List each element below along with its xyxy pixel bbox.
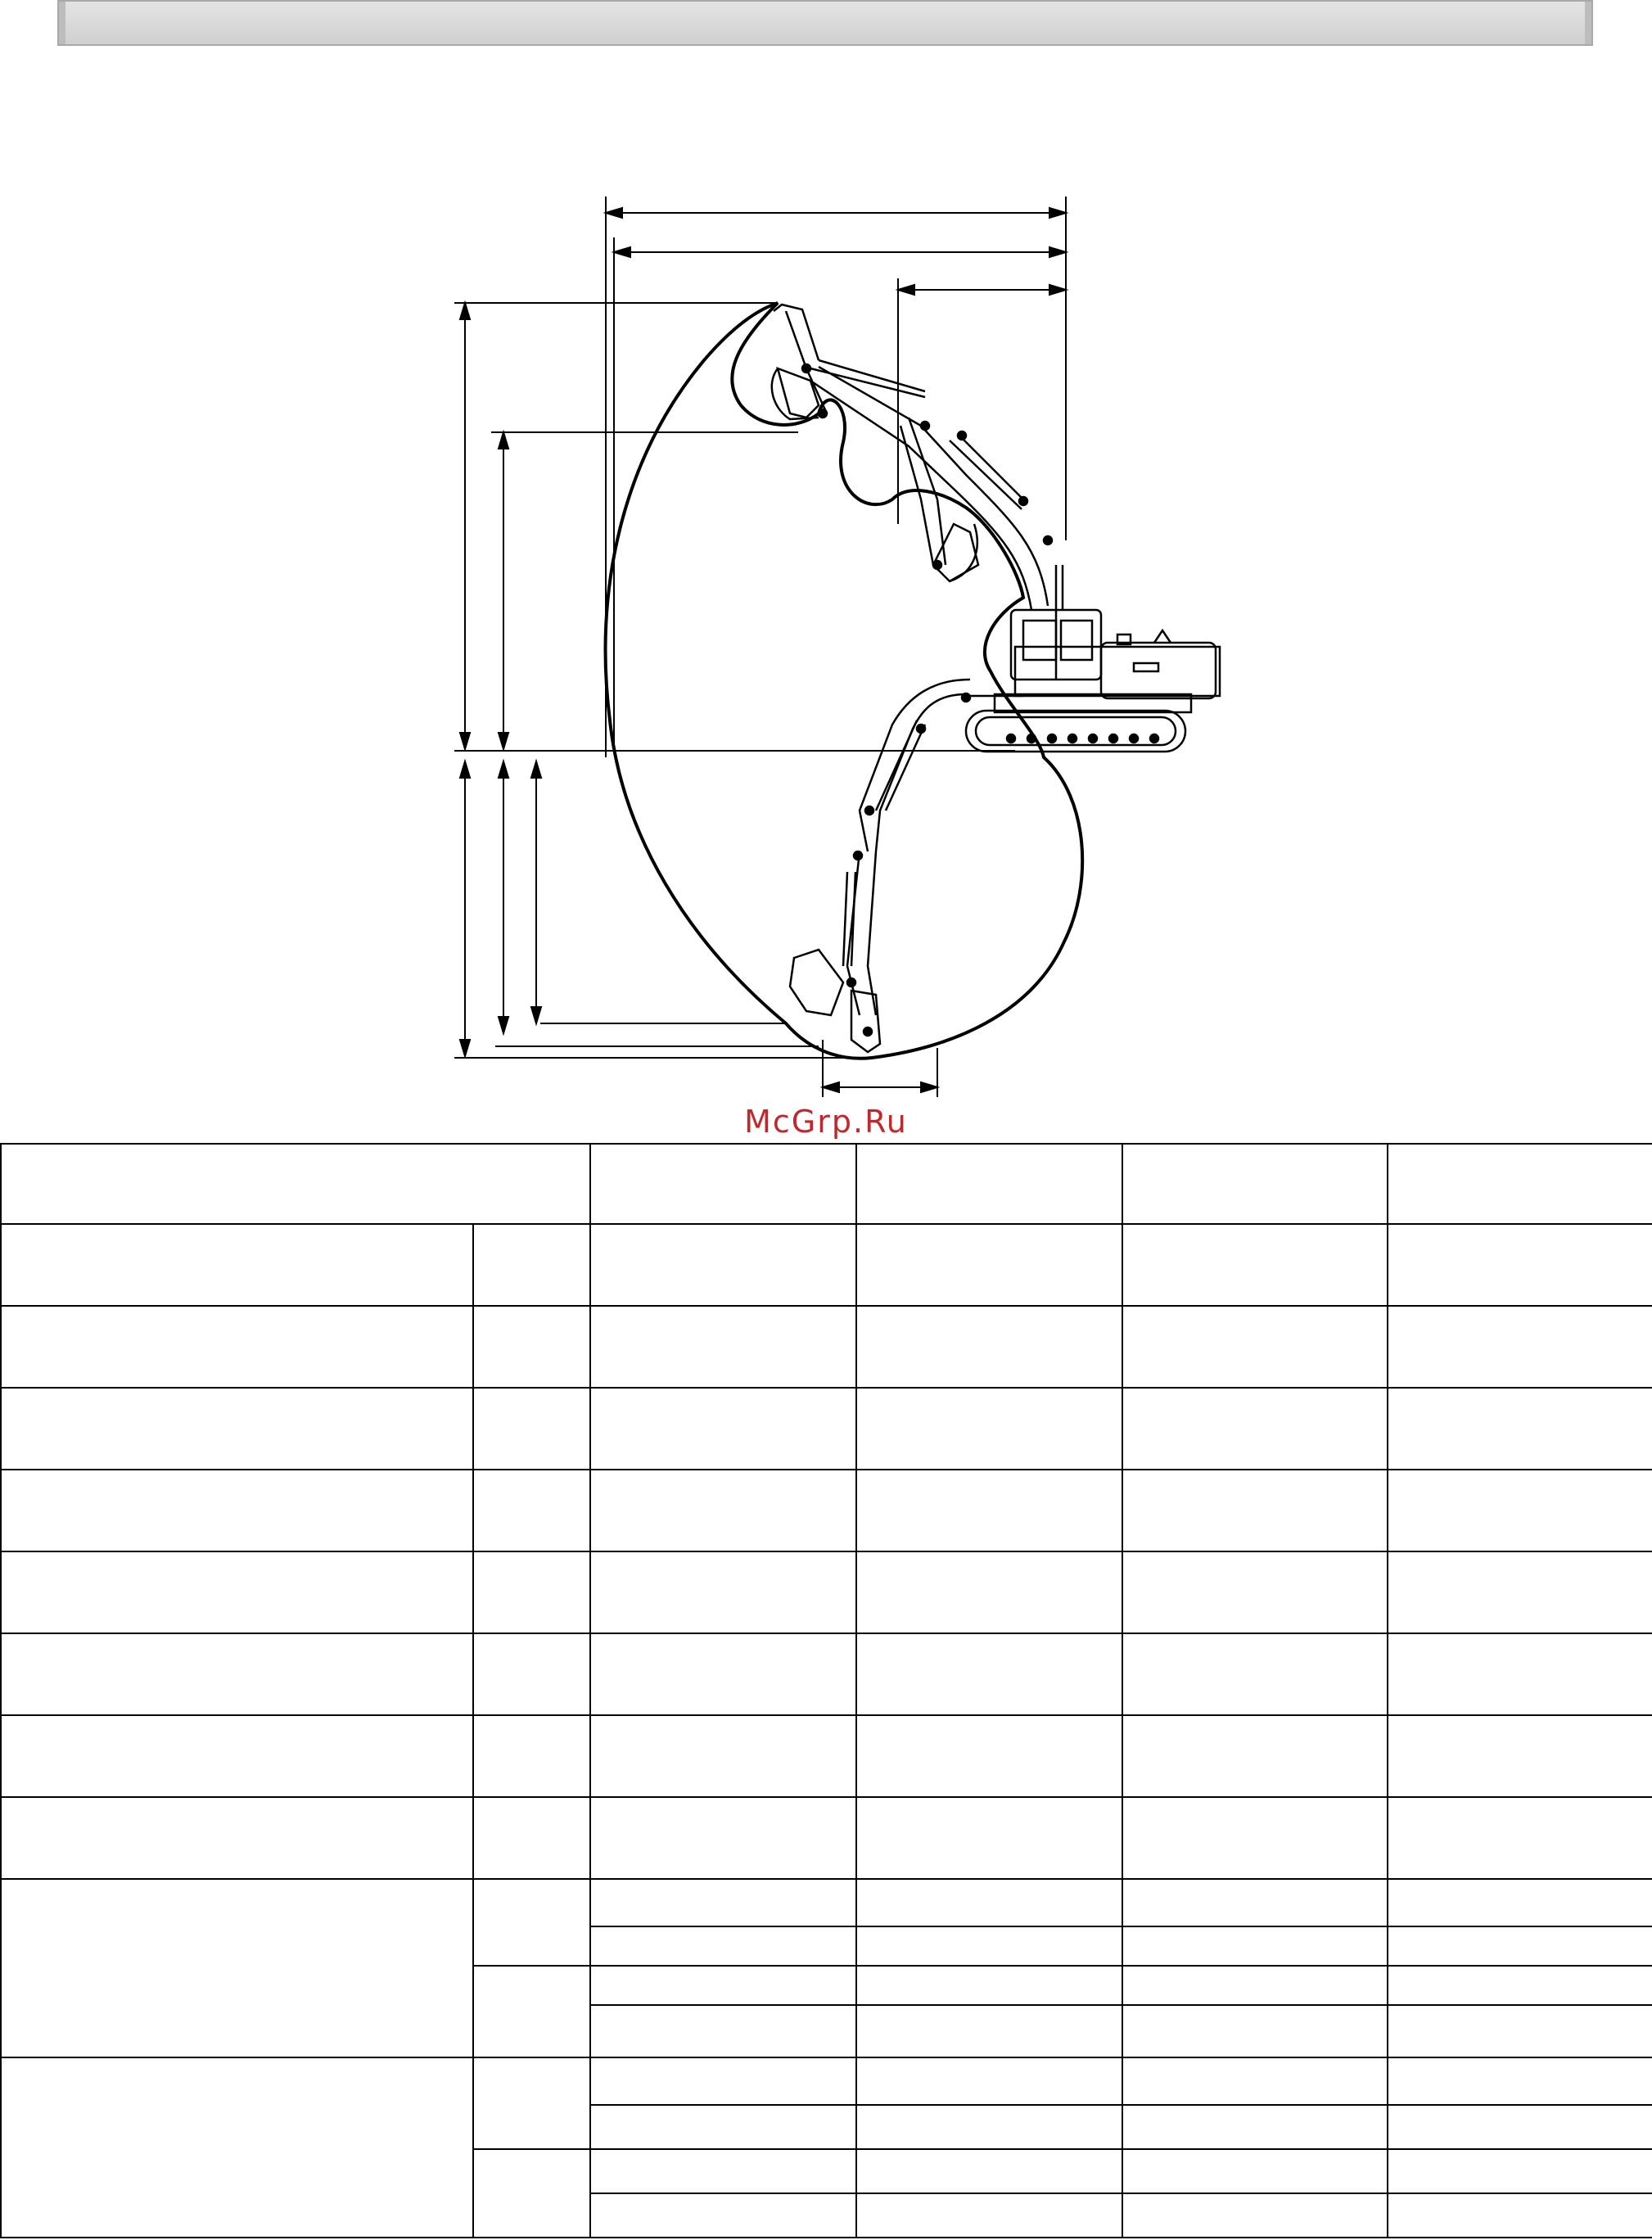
table-cell <box>1 1144 590 1224</box>
table-cell <box>1122 2057 1388 2105</box>
table-header-row <box>1 1144 1652 1224</box>
table-cell <box>1388 1470 1652 1551</box>
table-cell <box>856 2005 1122 2057</box>
table-cell <box>856 2149 1122 2193</box>
dimension-lines-vertical <box>454 303 1015 1097</box>
table-cell <box>1388 1797 1652 1879</box>
table-cell <box>473 1797 590 1879</box>
table-cell <box>473 2149 590 2238</box>
table-cell <box>1388 1715 1652 1797</box>
table-cell <box>1388 1966 1652 2005</box>
table-row <box>1 1224 1652 1306</box>
table-cell <box>473 1715 590 1797</box>
table-cell <box>473 1388 590 1470</box>
table-cell <box>473 1306 590 1388</box>
table-cell <box>473 1224 590 1306</box>
table-cell <box>590 1966 856 2005</box>
table-cell <box>590 1633 856 1715</box>
table-cell <box>1122 2005 1388 2057</box>
table-cell <box>473 1966 590 2057</box>
table-cell <box>1388 2005 1652 2057</box>
table-cell <box>590 2005 856 2057</box>
table-cell <box>856 1144 1122 1224</box>
table-cell <box>1122 1879 1388 1926</box>
table-cell <box>856 1715 1122 1797</box>
table-cell <box>1388 1224 1652 1306</box>
table-row <box>1 1306 1652 1388</box>
table-cell <box>1 2057 473 2238</box>
table-cell <box>590 1797 856 1879</box>
table-cell <box>590 2105 856 2149</box>
table-row <box>1 1551 1652 1633</box>
table-cell <box>1388 1926 1652 1966</box>
table-cell <box>590 1306 856 1388</box>
watermark: McGrp.Ru <box>744 1104 908 1140</box>
table-cell <box>856 1224 1122 1306</box>
table-cell <box>473 2057 590 2149</box>
table-cell <box>473 1879 590 1966</box>
table-cell <box>1122 1144 1388 1224</box>
table-cell <box>1122 1926 1388 1966</box>
table-cell <box>1388 2105 1652 2149</box>
table-cell <box>590 1926 856 1966</box>
table-cell <box>1122 1715 1388 1797</box>
table-cell <box>856 1470 1122 1551</box>
table-cell <box>590 1388 856 1470</box>
table-cell <box>1388 1388 1652 1470</box>
table-cell <box>1388 2193 1652 2238</box>
table-cell <box>856 1879 1122 1926</box>
table-row <box>1 1797 1652 1879</box>
table-cell <box>1388 1879 1652 1926</box>
table-cell <box>473 1470 590 1551</box>
specification-table <box>0 1143 1652 2238</box>
table-cell <box>1388 2057 1652 2105</box>
table-cell <box>1388 1633 1652 1715</box>
table-cell <box>1122 1633 1388 1715</box>
table-cell <box>856 1306 1122 1388</box>
table-cell <box>1122 2193 1388 2238</box>
table-cell <box>1122 1224 1388 1306</box>
dimension-lines-horizontal <box>606 196 1066 757</box>
table-cell <box>1 1715 473 1797</box>
table-cell <box>1 1633 473 1715</box>
table-cell <box>856 1797 1122 1879</box>
table-cell <box>1 1388 473 1470</box>
table-cell <box>1122 1470 1388 1551</box>
table-cell <box>1122 1551 1388 1633</box>
table-cell <box>856 1926 1122 1966</box>
table-cell <box>1122 1966 1388 2005</box>
table-cell <box>590 1715 856 1797</box>
table-cell <box>1 1551 473 1633</box>
table-cell <box>590 2193 856 2238</box>
table-cell <box>856 1388 1122 1470</box>
table-row <box>1 1879 1652 1926</box>
table-cell <box>590 2057 856 2105</box>
table-cell <box>1388 2149 1652 2193</box>
table-cell <box>1122 1306 1388 1388</box>
table-row <box>1 1633 1652 1715</box>
table-cell <box>1388 1551 1652 1633</box>
table-row <box>1 2057 1652 2105</box>
table-cell <box>1122 2149 1388 2193</box>
table-cell <box>1122 1388 1388 1470</box>
table-cell <box>1 1470 473 1551</box>
table-cell <box>1 1306 473 1388</box>
working-range-diagram <box>0 0 1652 1113</box>
table-cell <box>856 2105 1122 2149</box>
table-cell <box>473 1551 590 1633</box>
lower-boom-arm <box>790 680 1023 1052</box>
table-cell <box>1 1224 473 1306</box>
table-cell <box>856 2057 1122 2105</box>
table-row <box>1 1715 1652 1797</box>
table-cell <box>590 1470 856 1551</box>
table-cell <box>1388 1306 1652 1388</box>
table-cell <box>590 1879 856 1926</box>
table-row <box>1 1388 1652 1470</box>
table-row <box>1 1470 1652 1551</box>
table-cell <box>856 1966 1122 2005</box>
table-cell <box>473 1633 590 1715</box>
table-cell <box>590 1144 856 1224</box>
table-cell <box>1122 2105 1388 2149</box>
table-cell <box>590 1551 856 1633</box>
table-cell <box>590 2149 856 2193</box>
table-cell <box>856 1551 1122 1633</box>
table-cell <box>1 1797 473 1879</box>
table-cell <box>1 1879 473 2057</box>
table-cell <box>1388 1144 1652 1224</box>
bucket-icon <box>772 368 977 581</box>
table-cell <box>856 1633 1122 1715</box>
table-cell <box>856 2193 1122 2238</box>
table-cell <box>1122 1797 1388 1879</box>
table-cell <box>590 1224 856 1306</box>
